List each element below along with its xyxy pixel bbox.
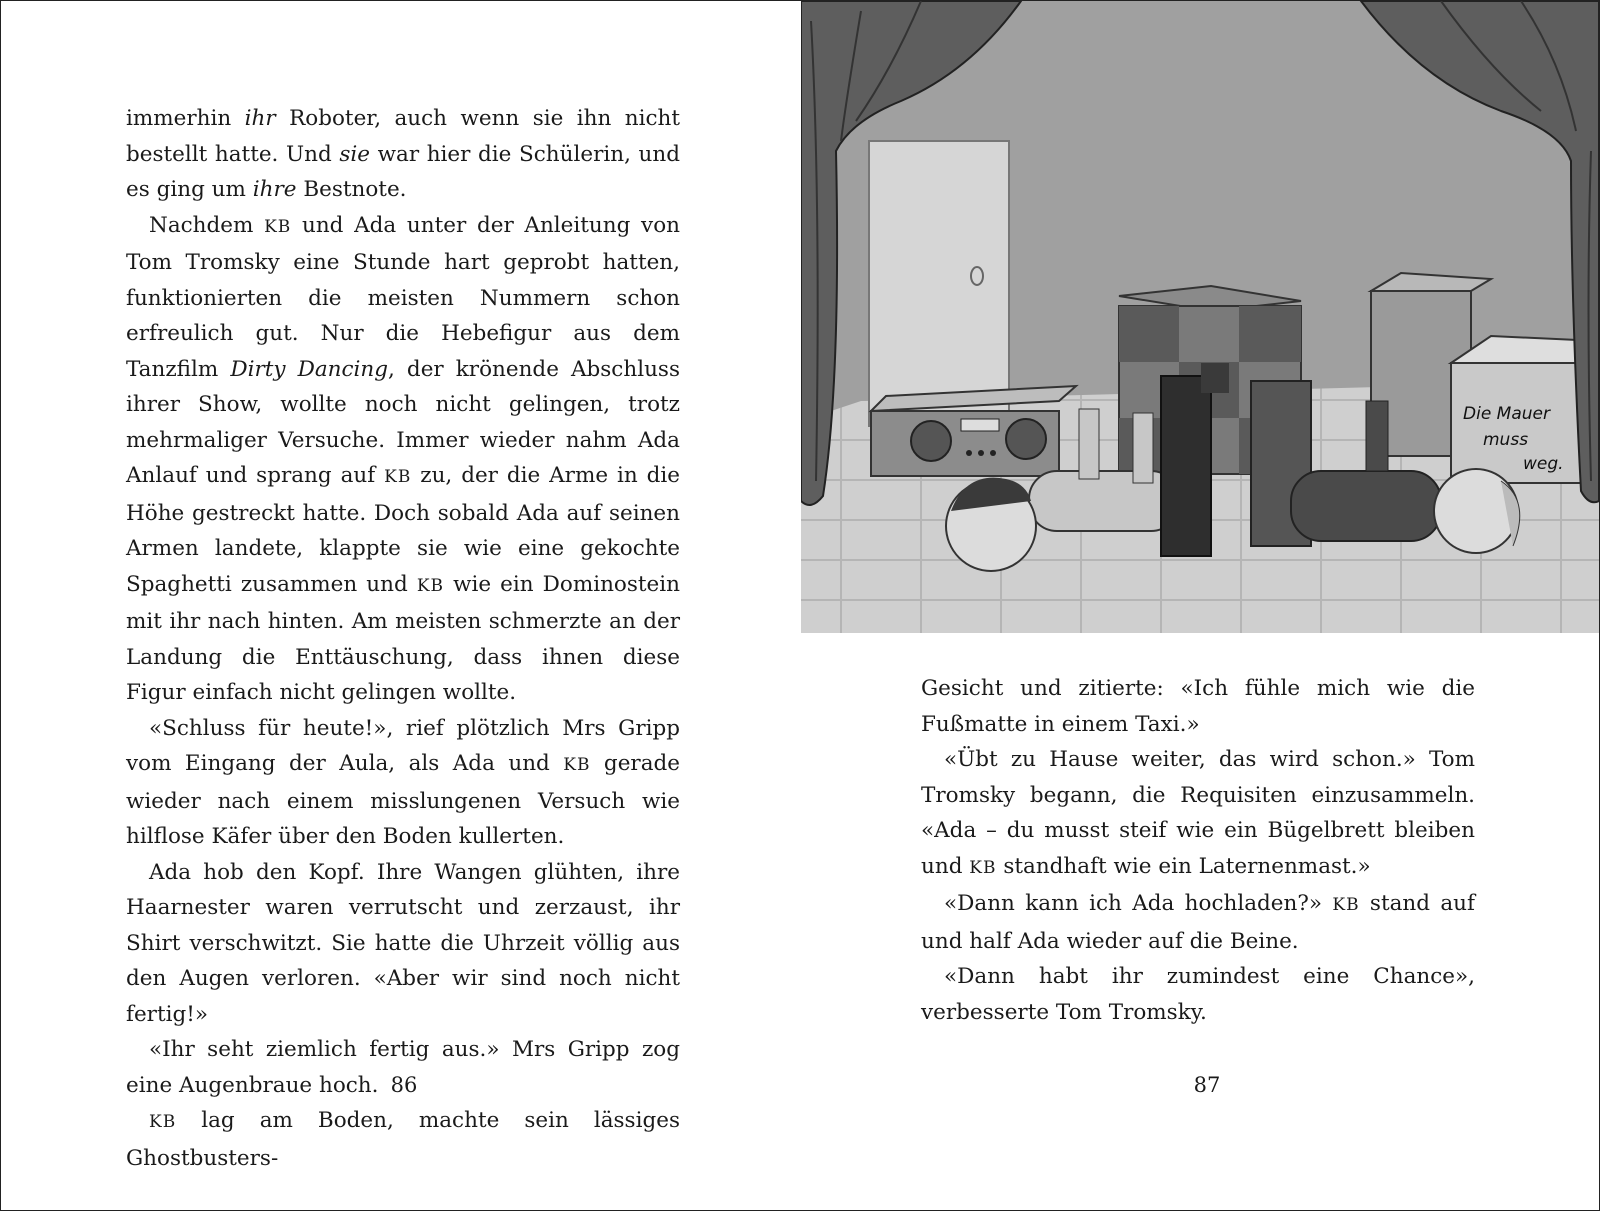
small-caps-text: KB (969, 857, 997, 878)
text-segment: war hier die Schülerin, und es ging um (126, 141, 680, 202)
door (869, 141, 1009, 426)
paragraph (126, 101, 680, 208)
text-segment: zu, der die Arme in die Höhe gestreckt hatte. Doch sobald Ada auf seinen Armen landete, klappte sie wie eine gekochte Spaghetti zusammen und (126, 463, 680, 597)
small-caps-text: KB (149, 1112, 177, 1132)
text-segment: Roboter, auch wenn sie ihn nicht bestellt hatte. Und (126, 106, 680, 167)
text-segment: stand auf und half Ada wieder auf die Beine. (921, 891, 1475, 954)
text-segment: gerade wieder nach einem misslungenen Versuch wie hilflose Käfer über den Boden kullerten. (126, 751, 680, 849)
italic-text: sie (339, 141, 370, 167)
small-caps-text: KB (563, 755, 591, 775)
text-segment: «Ihr seht ziemlich fertig aus.» Mrs Gripp zog eine Augenbraue hoch. (126, 1037, 680, 1098)
radio (871, 386, 1076, 476)
paragraph (126, 208, 680, 711)
page-number-right: 87 (1193, 1073, 1221, 1097)
small-caps-text: KB (264, 216, 292, 237)
page-number-left: 86 (390, 1073, 418, 1097)
small-caps-text: KB (384, 467, 412, 487)
italic-text: Dirty Dancing (230, 356, 389, 382)
italic-text: ihr (244, 106, 276, 131)
text-segment: , der krönende Abschluss ihrer Show, wollte noch nicht gelingen, trotz mehrmaliger Versuche. Immer wieder nahm Ada Anlauf und sprang auf (126, 356, 680, 488)
left-page (1, 1, 801, 1210)
box-text-line2: muss (1483, 430, 1529, 450)
paragraph (126, 1103, 680, 1176)
paragraph (126, 855, 680, 1033)
box-text-line1: Die Mauer (1463, 404, 1550, 424)
right-page-text (921, 671, 1475, 1030)
right-page (801, 1, 1599, 1210)
paragraph (126, 711, 680, 855)
italic-text: ihre (252, 177, 297, 202)
paragraph (921, 671, 1475, 742)
text-segment: Gesicht und zitierte: «Ich fühle mich wie die Fußmatte in einem Taxi.» (921, 676, 1475, 737)
text-segment: Bestnote. (296, 177, 407, 202)
text-segment: «Dann kann ich Ada hochladen?» (944, 891, 1333, 916)
box-text-line3: weg. (1523, 454, 1564, 474)
text-segment: Ada hob den Kopf. Ihre Wangen glühten, ihre Haarnester waren verrutscht und zerzaust, ihr Shirt verschwitzt. Sie hatte die Uhrzeit völlig aus den Augen verloren. «Aber wir sind noch nicht fertig!» (126, 859, 680, 1027)
text-segment: «Schluss für heute!», rief plötzlich Mrs Gripp vom Eingang der Aula, als Ada und (126, 715, 680, 776)
paragraph (921, 959, 1475, 1030)
text-segment: Nachdem (149, 212, 265, 238)
text-segment: immerhin (126, 106, 245, 131)
small-caps-text: KB (1332, 895, 1360, 915)
text-segment: wie ein Dominostein mit ihr nach hinten. Am meisten schmerzte an der Landung die Enttäuschung, dass ihnen diese Figur einfach nicht gelingen wollte. (126, 571, 680, 705)
text-segment: und Ada unter der Anleitung von Tom Tromsky eine Stunde hart geprobt hatten, funktionierten die meisten Nummern schon erfreulich gut. Nur die Hebefigur aus dem Tanzfilm (126, 212, 680, 382)
illustration-svg (801, 1, 1599, 633)
paragraph (921, 742, 1475, 886)
text-segment: «Übt zu Hause weiter, das wird schon.» Tom Tromsky begann, die Requisiten einzusammeln. «Ada – du musst steif wie ein Bügelbrett bleiben und (921, 747, 1475, 879)
paragraph (921, 886, 1475, 959)
small-caps-text: KB (416, 575, 445, 596)
text-segment: lag am Boden, machte sein lässiges Ghostbusters- (126, 1108, 680, 1171)
text-segment: «Dann habt ihr zumindest eine Chance», verbesserte Tom Tromsky. (921, 964, 1475, 1025)
text-segment: standhaft wie ein Laternenmast.» (996, 853, 1371, 879)
left-page-text (126, 101, 680, 1176)
stage-illustration (801, 1, 1599, 633)
